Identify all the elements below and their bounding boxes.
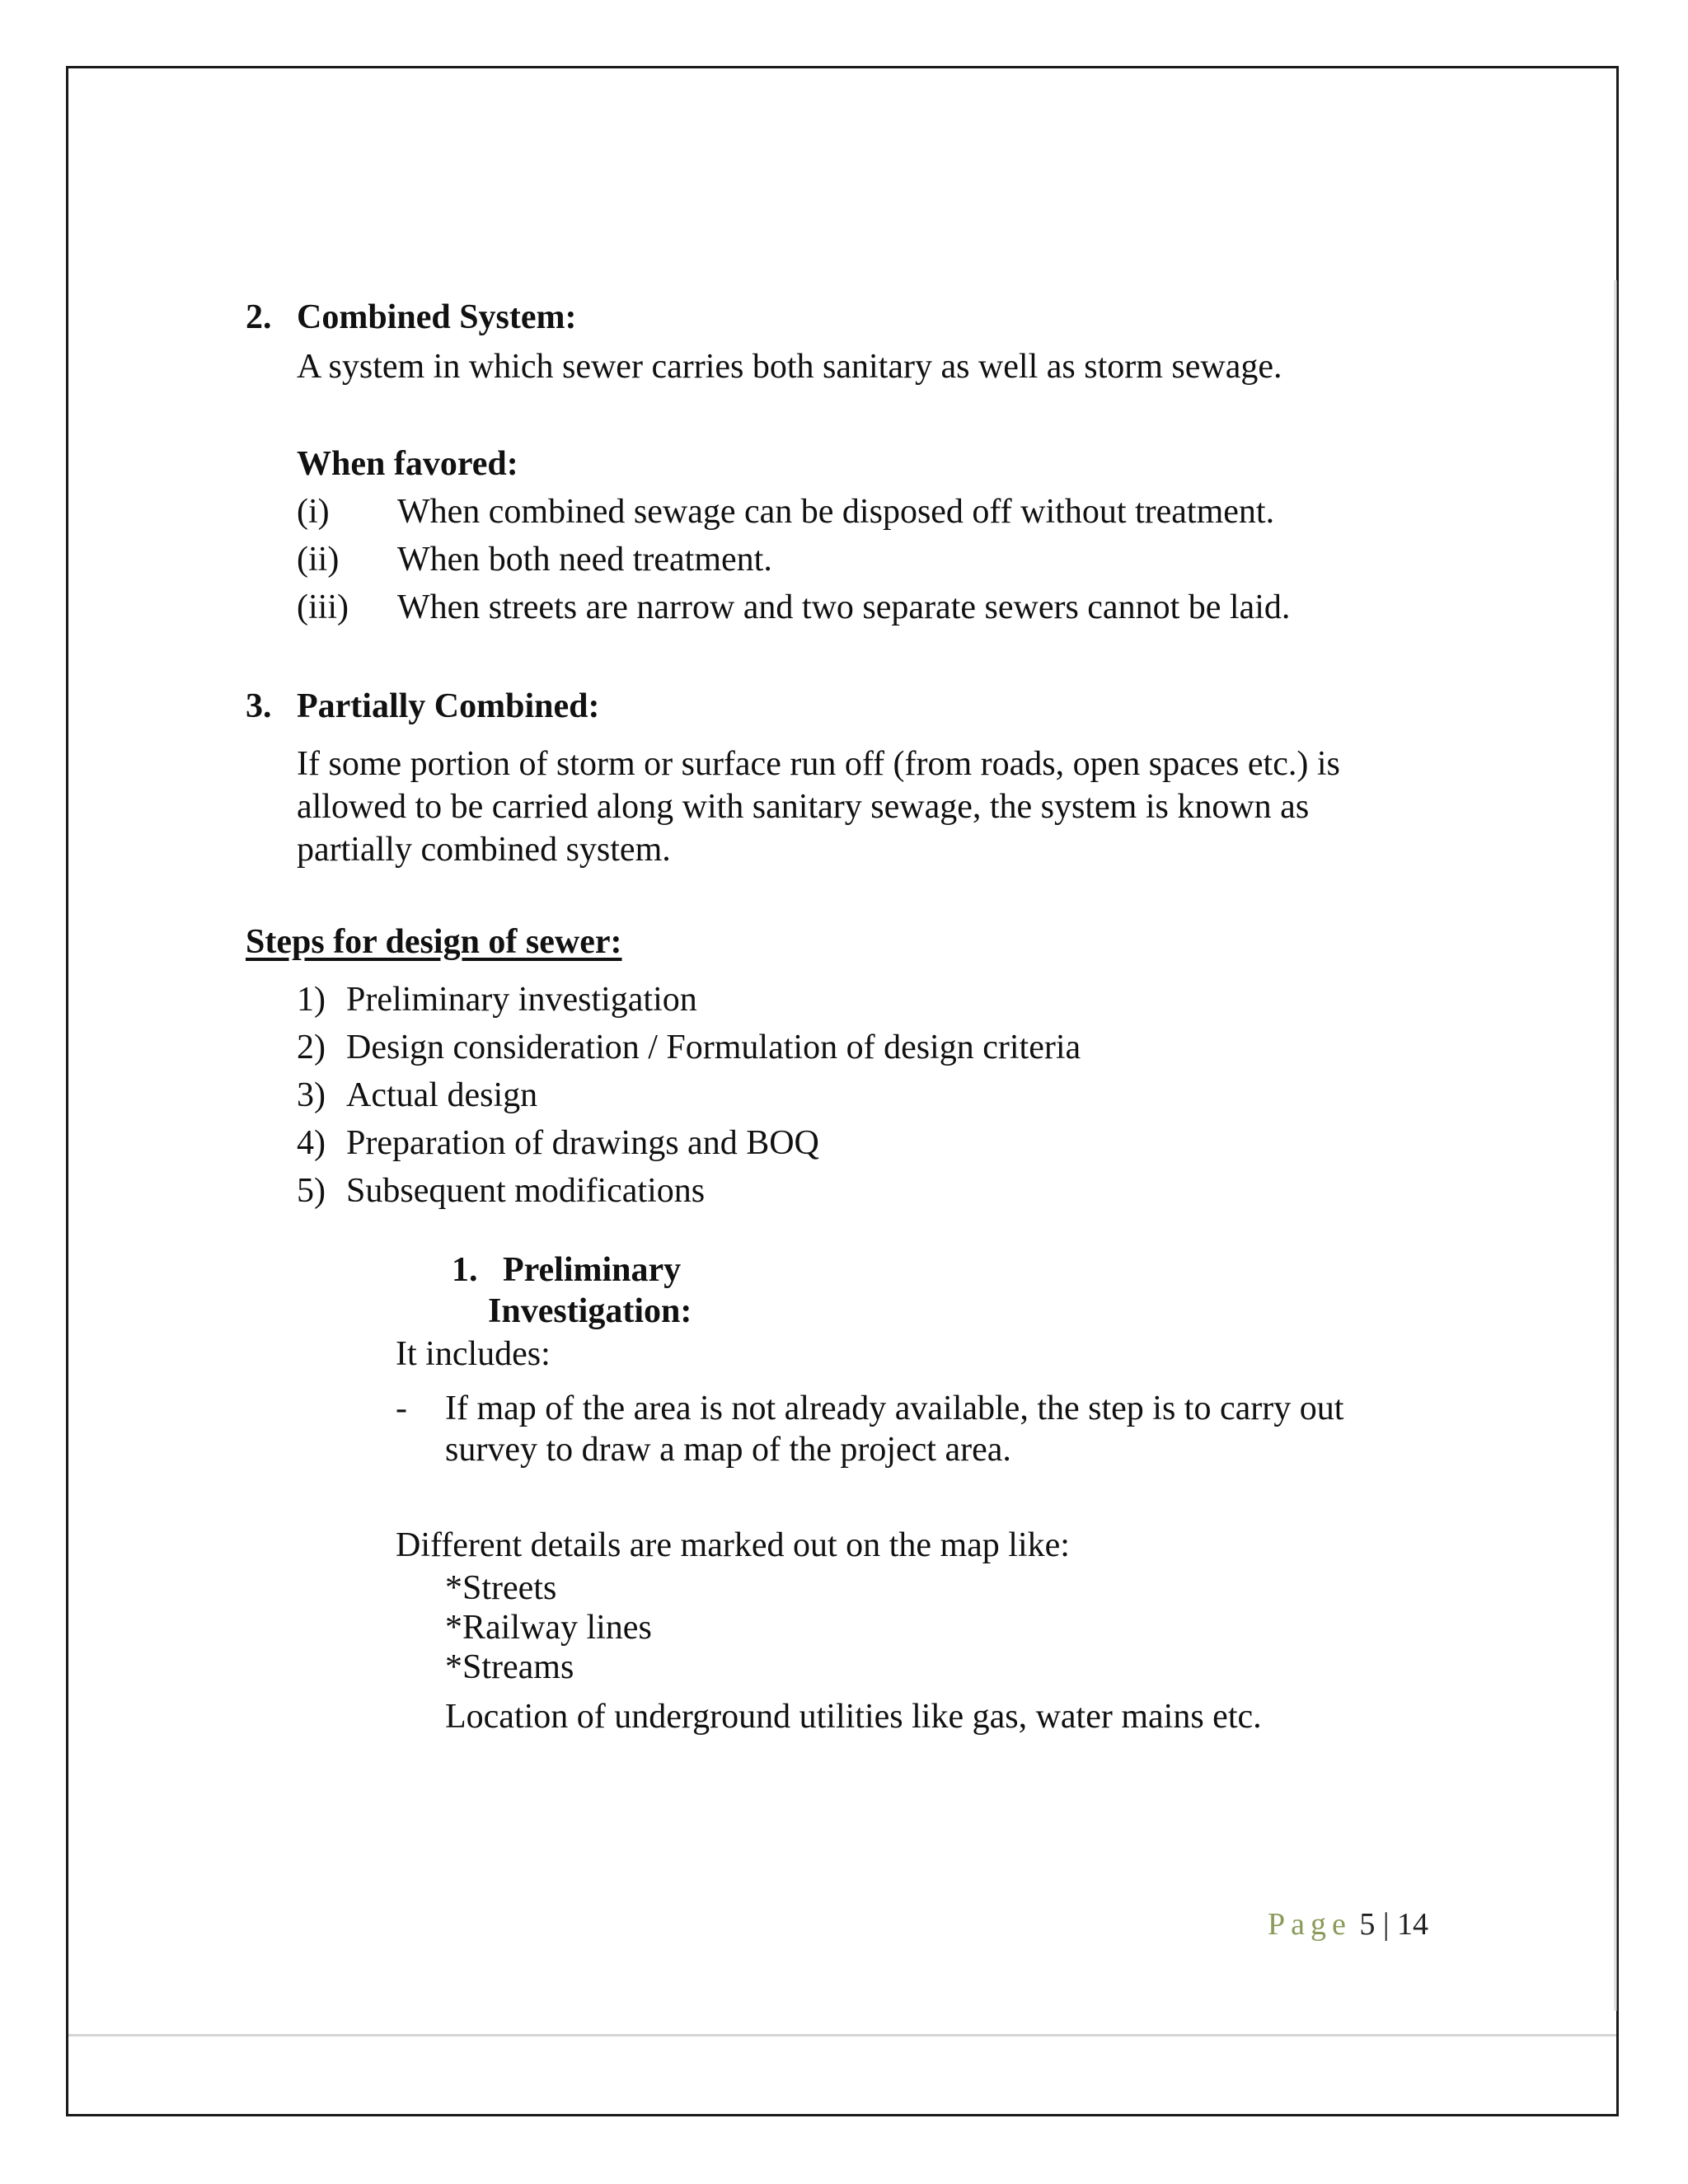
page-word: Page [1268, 1907, 1352, 1942]
page-edge-shadow [1614, 280, 1617, 2011]
subsection-heading-line1: Preliminary [503, 1251, 682, 1289]
page-number: 5 | 14 [1359, 1907, 1428, 1942]
step-marker: 2) [297, 1029, 326, 1066]
combined-definition: A system in which sewer carries both sanitary as well as storm sewage. [297, 348, 1282, 386]
page-footer [1268, 1905, 1428, 1943]
steps-heading: Steps for design of sewer: [246, 923, 622, 961]
partial-paragraph-line: partially combined system. [297, 831, 671, 869]
footer-rule [68, 2034, 1616, 2036]
section-number-partial: 3. [246, 687, 272, 725]
step-text: Design consideration / Formulation of design criteria [346, 1029, 1081, 1066]
section-number-combined: 2. [246, 298, 272, 336]
details-intro: Different details are marked out on the map like: [396, 1526, 1070, 1564]
condition-text: When combined sewage can be disposed off without treatment. [397, 493, 1275, 531]
condition-marker: (ii) [297, 541, 340, 579]
bullet-dash: - [396, 1390, 407, 1427]
partial-paragraph-line: If some portion of storm or surface run off (from roads, open spaces etc.) is [297, 745, 1340, 783]
bullet-text-line: survey to draw a map of the project area. [445, 1431, 1011, 1469]
includes-intro: It includes: [396, 1335, 551, 1373]
step-text: Subsequent modifications [346, 1172, 706, 1210]
step-marker: 1) [297, 981, 326, 1019]
detail-item: *Railway lines [445, 1609, 652, 1647]
condition-text: When both need treatment. [397, 541, 772, 579]
detail-item: *Streets [445, 1569, 557, 1607]
detail-item: *Streams [445, 1648, 574, 1686]
detail-item: Location of underground utilities like gas, water mains etc. [445, 1698, 1262, 1736]
subsection-number: 1. [452, 1251, 478, 1289]
step-text: Actual design [346, 1076, 538, 1114]
subsection-heading-line2: Investigation: [488, 1292, 692, 1330]
step-marker: 5) [297, 1172, 326, 1210]
partial-paragraph-line: allowed to be carried along with sanitary sewage, the system is known as [297, 788, 1310, 826]
step-marker: 4) [297, 1124, 326, 1162]
when-favored-heading: When favored: [297, 445, 518, 483]
step-text: Preparation of drawings and BOQ [346, 1124, 819, 1162]
condition-marker: (i) [297, 493, 330, 531]
bullet-text-line: If map of the area is not already available, the step is to carry out [445, 1390, 1344, 1427]
section-heading-combined: Combined System: [297, 298, 577, 336]
step-marker: 3) [297, 1076, 326, 1114]
condition-text: When streets are narrow and two separate sewers cannot be laid. [397, 588, 1291, 626]
condition-marker: (iii) [297, 588, 349, 626]
step-text: Preliminary investigation [346, 981, 697, 1019]
section-heading-partial: Partially Combined: [297, 687, 600, 725]
